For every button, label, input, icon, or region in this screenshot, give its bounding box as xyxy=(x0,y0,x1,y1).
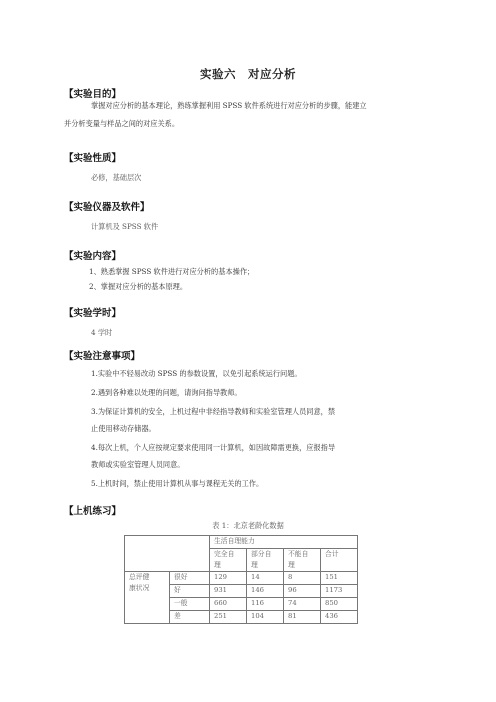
table-cell: 850 xyxy=(321,598,358,611)
table-cell: 251 xyxy=(210,611,247,624)
purpose-heading: 【实验目的】 xyxy=(64,89,122,100)
table-caption: 表 1：北京老龄化数据 xyxy=(212,521,284,530)
hours-heading: 【实验学时】 xyxy=(64,308,122,319)
col-header-total: 合计 xyxy=(321,549,358,572)
table-cell: 74 xyxy=(284,598,321,611)
row-label: 一般 xyxy=(170,598,210,611)
practice-heading: 【上机练习】 xyxy=(64,506,122,517)
table-cell: 436 xyxy=(321,611,358,624)
content-item-1: 1、熟悉掌握 SPSS 软件进行对应分析的基本操作； xyxy=(89,267,255,276)
table-corner-cell xyxy=(125,536,210,572)
table-cell: 81 xyxy=(284,611,321,624)
table-cell: 146 xyxy=(247,585,284,598)
table-cell: 151 xyxy=(321,572,358,585)
page-title: 实验六 对应分析 xyxy=(200,67,296,81)
aging-data-table xyxy=(124,535,358,624)
content-item-2: 2、掌握对应分析的基本原理。 xyxy=(89,282,188,291)
note-2: 2.遇到各种难以处理的问题，请询问指导教师。 xyxy=(91,388,242,397)
table-header-row xyxy=(125,536,358,549)
purpose-text-line1: 掌握对应分析的基本理论，熟练掌握利用 SPSS 软件系统进行对应分析的步骤，能建立 xyxy=(91,101,367,110)
table-cell: 660 xyxy=(210,598,247,611)
table-cell: 96 xyxy=(284,585,321,598)
note-5: 5.上机时间，禁止使用计算机从事与课程无关的工作。 xyxy=(91,479,264,488)
purpose-text-line2: 并分析变量与样品之间的对应关系。 xyxy=(64,119,180,128)
content-heading: 【实验内容】 xyxy=(64,251,122,262)
hours-text: 4 学时 xyxy=(91,328,113,337)
note-1: 1.实验中不轻易改动 SPSS 的参数设置，以免引起系统运行问题。 xyxy=(91,369,302,378)
table-cell: 104 xyxy=(247,611,284,624)
nature-text: 必修，基础层次 xyxy=(91,173,142,182)
col-header-none: 不能自 理 xyxy=(284,549,321,572)
nature-heading: 【实验性质】 xyxy=(64,153,122,164)
table-cell: 931 xyxy=(210,585,247,598)
note-3-line1: 3.为保证计算机的安全，上机过程中非经指导教师和实验室管理人员同意，禁 xyxy=(91,407,336,416)
notes-heading: 【实验注意事项】 xyxy=(64,351,141,362)
table-cell: 1173 xyxy=(321,585,358,598)
col-header-partial: 部分自 理 xyxy=(247,549,284,572)
table-cell: 14 xyxy=(247,572,284,585)
table-cell: 116 xyxy=(247,598,284,611)
row-label: 好 xyxy=(170,585,210,598)
table-cell: 8 xyxy=(284,572,321,585)
col-header-full: 完全自 理 xyxy=(210,549,247,572)
table-cell: 129 xyxy=(210,572,247,585)
table-group-header: 生活自理能力 xyxy=(210,536,358,549)
note-3-line2: 止使用移动存储器。 xyxy=(91,424,156,433)
table-row xyxy=(125,572,358,585)
row-label: 差 xyxy=(170,611,210,624)
note-4-line1: 4.每次上机，个人应按规定要求使用同一计算机，如因故障需更换，应报指导 xyxy=(91,443,336,452)
row-group-label: 总评健 康状况 xyxy=(125,572,170,624)
note-4-line2: 教师或实验室管理人员同意。 xyxy=(91,460,185,469)
equipment-heading: 【实验仪器及软件】 xyxy=(64,202,150,213)
equipment-text: 计算机及 SPSS 软件 xyxy=(91,222,159,231)
row-label: 很好 xyxy=(170,572,210,585)
